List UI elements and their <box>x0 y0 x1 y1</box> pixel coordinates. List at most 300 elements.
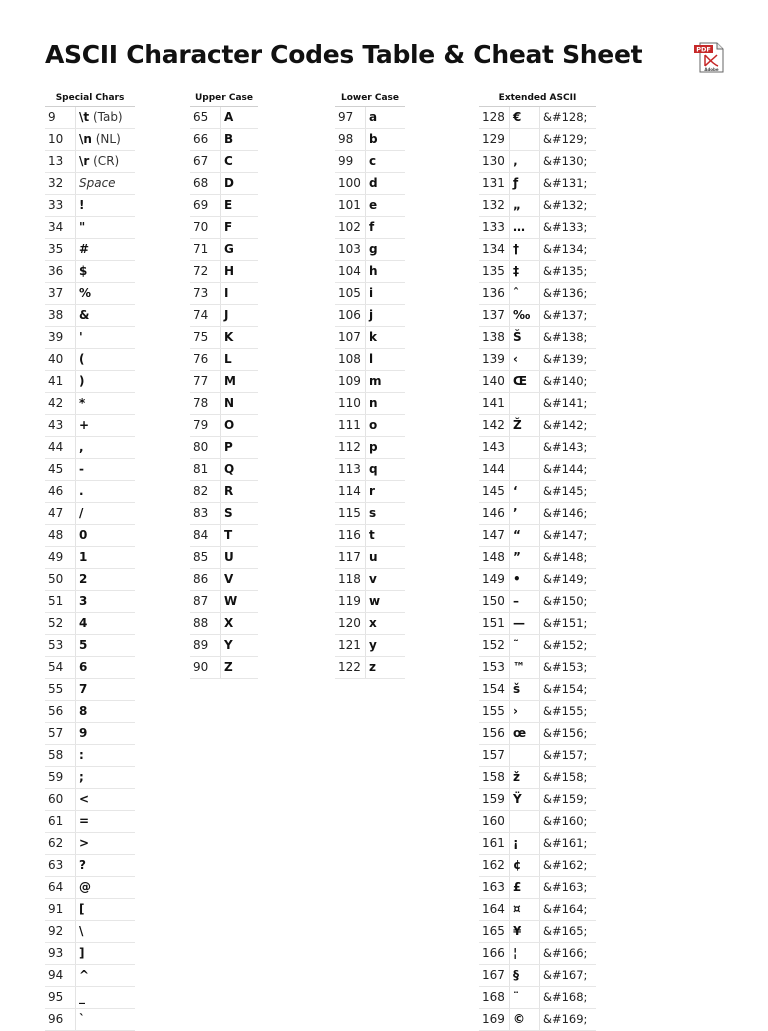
table-row <box>45 723 135 745</box>
char-glyph <box>75 129 135 150</box>
char-glyph <box>365 305 405 326</box>
table-row <box>335 481 405 503</box>
upper-case-table <box>190 90 258 679</box>
table-row <box>335 261 405 283</box>
table-row <box>45 613 135 635</box>
char-code: 120 <box>338 616 361 630</box>
char-symbol: – <box>513 594 519 608</box>
char-glyph <box>365 657 405 678</box>
table-row <box>45 327 135 349</box>
char-symbol: / <box>79 506 84 520</box>
char-symbol: s <box>369 506 377 520</box>
char-glyph <box>509 811 539 832</box>
char-glyph <box>509 195 539 216</box>
char-symbol: + <box>79 418 90 432</box>
table-row <box>190 305 258 327</box>
char-symbol: z <box>369 660 376 674</box>
html-entity: &#161; <box>539 833 596 854</box>
char-glyph <box>75 877 135 898</box>
char-symbol: T <box>224 528 233 542</box>
char-code: 152 <box>482 638 505 652</box>
char-code: 134 <box>482 242 505 256</box>
char-code: 156 <box>482 726 505 740</box>
char-code: 60 <box>48 792 64 806</box>
table-row <box>479 305 596 327</box>
char-glyph <box>75 349 135 370</box>
char-symbol: š <box>513 682 521 696</box>
char-glyph <box>75 261 135 282</box>
char-code: 37 <box>48 286 64 300</box>
char-glyph <box>220 393 258 414</box>
table-row <box>45 965 135 987</box>
char-symbol: g <box>369 242 378 256</box>
table-row <box>479 283 596 305</box>
char-symbol: d <box>369 176 378 190</box>
char-symbol: O <box>224 418 235 432</box>
table-row <box>190 415 258 437</box>
char-symbol: X <box>224 616 234 630</box>
char-glyph <box>509 1009 539 1030</box>
table-row <box>335 657 405 679</box>
char-note: (NL) <box>91 132 121 146</box>
table-row <box>45 195 135 217</box>
table-row <box>335 239 405 261</box>
table-row <box>335 327 405 349</box>
char-glyph <box>365 437 405 458</box>
char-glyph <box>75 613 135 634</box>
table-row <box>190 591 258 613</box>
char-glyph <box>509 217 539 238</box>
char-symbol: Ÿ <box>513 792 522 806</box>
char-glyph <box>75 745 135 766</box>
char-code: 94 <box>48 968 64 982</box>
char-symbol: ^ <box>79 968 90 982</box>
char-symbol: 7 <box>79 682 88 696</box>
html-entity: &#155; <box>539 701 596 722</box>
table-row <box>45 943 135 965</box>
char-glyph <box>75 327 135 348</box>
char-symbol: : <box>79 748 84 762</box>
char-code: 44 <box>48 440 64 454</box>
char-glyph <box>509 965 539 986</box>
table-row <box>335 503 405 525</box>
char-symbol: ” <box>513 550 521 564</box>
table-row <box>479 239 596 261</box>
table-row <box>479 1009 596 1031</box>
char-glyph <box>75 701 135 722</box>
char-code: 84 <box>193 528 209 542</box>
char-code: 119 <box>338 594 361 608</box>
table-row <box>479 349 596 371</box>
char-glyph <box>365 569 405 590</box>
table-row <box>190 107 258 129</box>
table-row <box>335 129 405 151</box>
table-row <box>45 151 135 173</box>
char-code: 130 <box>482 154 505 168</box>
char-symbol: • <box>513 572 521 586</box>
char-symbol: - <box>79 462 84 476</box>
table-row <box>45 833 135 855</box>
table-row <box>479 745 596 767</box>
table-row <box>335 217 405 239</box>
char-symbol: A <box>224 110 234 124</box>
table-row <box>45 481 135 503</box>
char-code: 90 <box>193 660 209 674</box>
char-symbol: J <box>224 308 229 322</box>
pdf-icon-brand: Adobe <box>704 67 719 72</box>
table-row <box>45 657 135 679</box>
char-note: (Tab) <box>89 110 123 124</box>
table-row <box>479 635 596 657</box>
char-glyph <box>365 151 405 172</box>
char-code: 132 <box>482 198 505 212</box>
char-symbol: f <box>369 220 375 234</box>
char-glyph <box>75 459 135 480</box>
char-code: 165 <box>482 924 505 938</box>
table-row <box>190 459 258 481</box>
table-row <box>479 217 596 239</box>
table-row <box>190 613 258 635</box>
char-symbol: R <box>224 484 234 498</box>
char-glyph <box>75 921 135 942</box>
char-glyph <box>220 415 258 436</box>
char-symbol: ¤ <box>513 902 521 916</box>
char-symbol: m <box>369 374 382 388</box>
char-code: 73 <box>193 286 209 300</box>
char-symbol: 1 <box>79 550 88 564</box>
char-code: 149 <box>482 572 505 586</box>
char-symbol: < <box>79 792 90 806</box>
char-code: 164 <box>482 902 505 916</box>
char-symbol: „ <box>513 198 521 212</box>
char-glyph <box>220 481 258 502</box>
char-code: 98 <box>338 132 354 146</box>
char-code: 85 <box>193 550 209 564</box>
table-row <box>45 371 135 393</box>
char-symbol: , <box>79 440 84 454</box>
table-row <box>335 415 405 437</box>
char-code: 102 <box>338 220 361 234</box>
char-code: 101 <box>338 198 361 212</box>
char-code: 83 <box>193 506 209 520</box>
char-glyph <box>75 503 135 524</box>
table-row <box>335 371 405 393</box>
char-symbol: † <box>513 242 519 256</box>
char-code: 45 <box>48 462 64 476</box>
lower-case-header: Lower Case <box>335 90 405 107</box>
html-entity: &#138; <box>539 327 596 348</box>
char-symbol: & <box>79 308 90 322</box>
char-code: 32 <box>48 176 64 190</box>
table-row <box>479 899 596 921</box>
char-code: 117 <box>338 550 361 564</box>
char-glyph <box>220 283 258 304</box>
table-row <box>190 173 258 195</box>
table-row <box>335 591 405 613</box>
char-code: 38 <box>48 308 64 322</box>
char-glyph <box>509 723 539 744</box>
char-code: 10 <box>48 132 64 146</box>
table-row <box>45 217 135 239</box>
table-row <box>190 547 258 569</box>
char-symbol: [ <box>79 902 85 916</box>
table-row <box>190 261 258 283</box>
table-row <box>45 349 135 371</box>
char-symbol: 9 <box>79 726 88 740</box>
table-row <box>479 415 596 437</box>
char-symbol: P <box>224 440 233 454</box>
char-glyph <box>365 635 405 656</box>
table-row <box>45 635 135 657</box>
table-row <box>479 987 596 1009</box>
char-code: 77 <box>193 374 209 388</box>
char-glyph <box>220 217 258 238</box>
table-row <box>479 327 596 349</box>
char-code: 122 <box>338 660 361 674</box>
char-symbol: W <box>224 594 238 608</box>
char-glyph <box>75 525 135 546</box>
char-code: 105 <box>338 286 361 300</box>
table-row <box>45 591 135 613</box>
char-glyph <box>75 767 135 788</box>
char-symbol: \t <box>79 110 90 124</box>
char-code: 128 <box>482 110 505 124</box>
char-code: 93 <box>48 946 64 960</box>
char-glyph <box>365 371 405 392</box>
char-symbol: ¡ <box>513 836 519 850</box>
char-symbol: K <box>224 330 234 344</box>
special-chars-header: Special Chars <box>45 90 135 107</box>
table-row <box>479 679 596 701</box>
table-row <box>479 767 596 789</box>
extended-ascii-header: Extended ASCII <box>479 90 596 107</box>
char-glyph <box>220 239 258 260</box>
char-glyph <box>509 767 539 788</box>
char-glyph <box>509 151 539 172</box>
char-glyph <box>75 591 135 612</box>
char-code: 146 <box>482 506 505 520</box>
char-symbol: 4 <box>79 616 88 630</box>
char-glyph <box>220 591 258 612</box>
char-glyph <box>75 217 135 238</box>
char-symbol: 6 <box>79 660 88 674</box>
char-symbol: * <box>79 396 86 410</box>
table-row <box>190 569 258 591</box>
char-glyph <box>509 459 539 480</box>
html-entity: &#146; <box>539 503 596 524</box>
html-entity: &#128; <box>539 107 596 128</box>
table-row <box>335 569 405 591</box>
char-code: 81 <box>193 462 209 476</box>
char-label: Space <box>79 176 116 190</box>
char-glyph <box>509 855 539 876</box>
char-symbol: ˜ <box>513 638 519 652</box>
char-code: 88 <box>193 616 209 630</box>
char-code: 112 <box>338 440 361 454</box>
char-symbol: ƒ <box>513 176 519 190</box>
table-row <box>479 459 596 481</box>
table-row <box>479 701 596 723</box>
char-symbol: œ <box>513 726 527 740</box>
char-code: 107 <box>338 330 361 344</box>
html-entity: &#141; <box>539 393 596 414</box>
char-symbol: t <box>369 528 375 542</box>
html-entity: &#148; <box>539 547 596 568</box>
char-code: 58 <box>48 748 64 762</box>
char-code: 33 <box>48 198 64 212</box>
special-chars-table <box>45 90 135 1031</box>
table-row <box>335 635 405 657</box>
table-row <box>190 151 258 173</box>
char-symbol: y <box>369 638 377 652</box>
pdf-icon[interactable] <box>693 42 725 73</box>
html-entity: &#152; <box>539 635 596 656</box>
char-symbol: # <box>79 242 90 256</box>
table-row <box>45 1009 135 1031</box>
char-code: 91 <box>48 902 64 916</box>
table-row <box>479 437 596 459</box>
char-code: 9 <box>48 110 56 124</box>
html-entity: &#142; <box>539 415 596 436</box>
char-symbol: b <box>369 132 378 146</box>
table-row <box>335 525 405 547</box>
table-row <box>479 151 596 173</box>
char-glyph <box>220 107 258 128</box>
html-entity: &#169; <box>539 1009 596 1030</box>
html-entity: &#130; <box>539 151 596 172</box>
char-code: 169 <box>482 1012 505 1026</box>
char-code: 121 <box>338 638 361 652</box>
char-code: 41 <box>48 374 64 388</box>
table-row <box>479 107 596 129</box>
extended-ascii-table <box>479 90 596 1031</box>
char-glyph <box>509 393 539 414</box>
char-symbol: — <box>513 616 525 630</box>
html-entity: &#153; <box>539 657 596 678</box>
char-symbol: ' <box>79 330 83 344</box>
char-symbol: % <box>79 286 92 300</box>
table-row <box>190 239 258 261</box>
char-code: 95 <box>48 990 64 1004</box>
html-entity: &#132; <box>539 195 596 216</box>
table-row <box>479 877 596 899</box>
char-symbol: B <box>224 132 234 146</box>
char-code: 54 <box>48 660 64 674</box>
char-glyph <box>220 371 258 392</box>
char-glyph <box>75 415 135 436</box>
char-glyph <box>220 151 258 172</box>
char-symbol: ‰ <box>513 308 531 322</box>
html-entity: &#157; <box>539 745 596 766</box>
char-glyph <box>365 261 405 282</box>
char-symbol: v <box>369 572 377 586</box>
table-row <box>45 899 135 921</box>
char-glyph <box>509 283 539 304</box>
char-symbol: u <box>369 550 378 564</box>
char-code: 66 <box>193 132 209 146</box>
table-row <box>45 239 135 261</box>
table-row <box>45 393 135 415</box>
char-glyph <box>509 129 539 150</box>
char-symbol: ; <box>79 770 84 784</box>
char-glyph <box>509 987 539 1008</box>
char-symbol: \n <box>79 132 92 146</box>
char-glyph <box>365 195 405 216</box>
char-glyph <box>365 459 405 480</box>
table-row <box>190 283 258 305</box>
char-symbol: . <box>79 484 84 498</box>
char-symbol: n <box>369 396 378 410</box>
char-glyph <box>365 217 405 238</box>
char-symbol: w <box>369 594 381 608</box>
char-code: 89 <box>193 638 209 652</box>
char-glyph <box>220 503 258 524</box>
char-glyph <box>220 305 258 326</box>
char-symbol: § <box>513 968 519 982</box>
html-entity: &#158; <box>539 767 596 788</box>
html-entity: &#163; <box>539 877 596 898</box>
char-code: 78 <box>193 396 209 410</box>
char-glyph <box>365 327 405 348</box>
char-symbol: x <box>369 616 377 630</box>
char-symbol: ( <box>79 352 85 366</box>
char-code: 46 <box>48 484 64 498</box>
char-code: 53 <box>48 638 64 652</box>
char-glyph <box>509 613 539 634</box>
char-code: 63 <box>48 858 64 872</box>
char-symbol: 8 <box>79 704 88 718</box>
char-code: 96 <box>48 1012 64 1026</box>
table-row <box>45 547 135 569</box>
char-glyph <box>75 569 135 590</box>
char-code: 43 <box>48 418 64 432</box>
char-glyph <box>509 503 539 524</box>
char-glyph <box>509 239 539 260</box>
char-glyph <box>75 173 135 194</box>
table-row <box>479 261 596 283</box>
char-glyph <box>75 305 135 326</box>
char-glyph <box>509 921 539 942</box>
table-row <box>190 327 258 349</box>
table-row <box>335 547 405 569</box>
char-symbol: @ <box>79 880 91 894</box>
char-symbol: ¢ <box>513 858 522 872</box>
html-entity: &#167; <box>539 965 596 986</box>
char-glyph <box>75 393 135 414</box>
table-row <box>479 569 596 591</box>
char-symbol: ¦ <box>513 946 518 960</box>
char-glyph <box>220 327 258 348</box>
char-code: 36 <box>48 264 64 278</box>
html-entity: &#147; <box>539 525 596 546</box>
table-row <box>335 349 405 371</box>
char-glyph <box>75 151 135 172</box>
char-code: 161 <box>482 836 505 850</box>
char-glyph <box>220 569 258 590</box>
table-row <box>190 129 258 151</box>
char-symbol: £ <box>513 880 522 894</box>
char-glyph <box>365 415 405 436</box>
char-glyph <box>509 899 539 920</box>
char-code: 141 <box>482 396 505 410</box>
table-row <box>479 789 596 811</box>
char-symbol: " <box>79 220 86 234</box>
char-glyph <box>509 261 539 282</box>
char-code: 151 <box>482 616 505 630</box>
char-glyph <box>75 371 135 392</box>
char-glyph <box>365 107 405 128</box>
char-symbol: › <box>513 704 518 718</box>
